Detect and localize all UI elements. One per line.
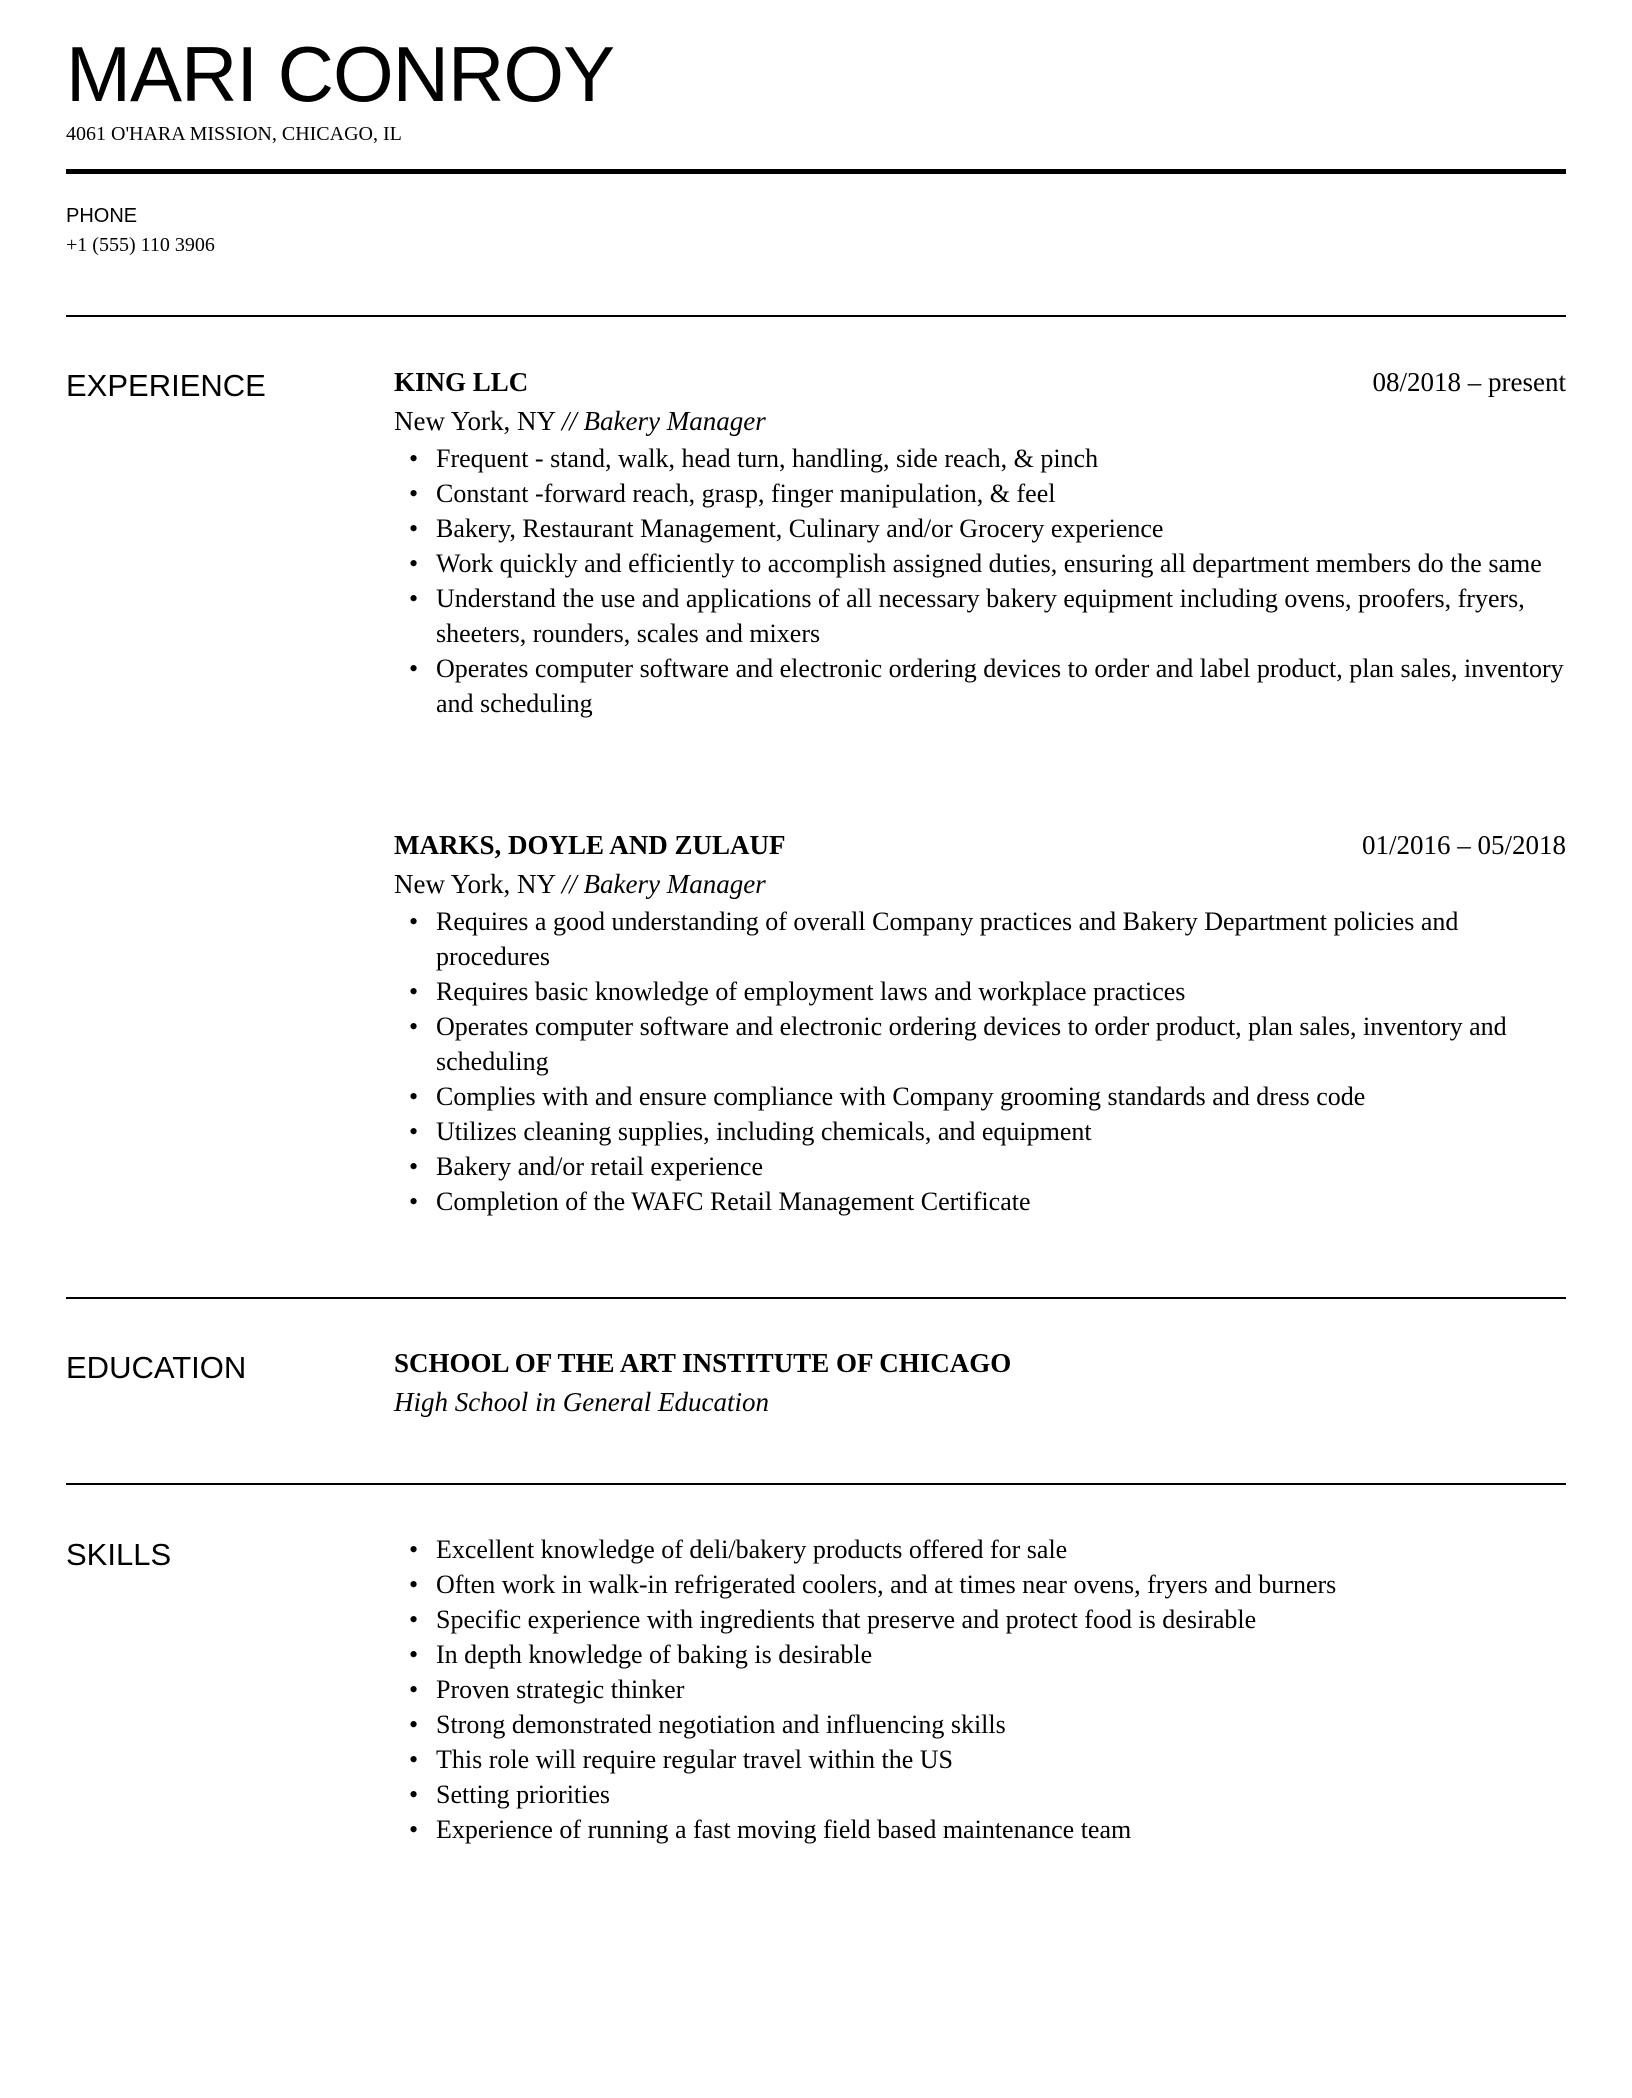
job-entry — [394, 363, 1566, 721]
job-location: New York, NY — [394, 406, 556, 436]
experience-section — [394, 363, 1566, 721]
job-separator: // — [561, 869, 577, 899]
list-item: • Often work in walk-in refrigerated coolers, and at times near ovens, fryers and burners — [436, 1567, 1566, 1602]
job-bullets — [394, 441, 1566, 721]
job-separator: // — [561, 406, 577, 436]
list-item: • Constant -forward reach, grasp, finger manipulation, & feel — [436, 476, 1566, 511]
experience-section-2 — [394, 826, 1566, 1219]
list-item: • Work quickly and efficiently to accomplish assigned duties, ensuring all department members do the same — [436, 546, 1566, 581]
list-item: • Experience of running a fast moving field based maintenance team — [436, 1812, 1566, 1847]
education-heading: EDUCATION — [66, 1350, 247, 1385]
skills-list — [394, 1532, 1566, 1847]
list-item: • Frequent - stand, walk, head turn, handling, side reach, & pinch — [436, 441, 1566, 476]
list-item: • Bakery, Restaurant Management, Culinary and/or Grocery experience — [436, 511, 1566, 546]
job-company: KING LLC — [394, 367, 529, 397]
list-item: • Understand the use and applications of all necessary bakery equipment including ovens, proofers, fryers, sheeters, rounders, scales and mixers — [436, 581, 1566, 651]
job-entry — [394, 826, 1566, 1219]
education-school: SCHOOL OF THE ART INSTITUTE OF CHICAGO — [394, 1348, 1012, 1378]
list-item: • Completion of the WAFC Retail Management Certificate — [436, 1184, 1566, 1219]
list-item: • Setting priorities — [436, 1777, 1566, 1812]
phone-number: +1 (555) 110 3906 — [66, 234, 215, 256]
list-item: • Excellent knowledge of deli/bakery products offered for sale — [436, 1532, 1566, 1567]
skills-heading: SKILLS — [66, 1537, 172, 1572]
job-bullets — [394, 904, 1566, 1219]
experience-divider — [66, 1297, 1566, 1299]
job-role: Bakery Manager — [583, 869, 766, 899]
list-item: • Strong demonstrated negotiation and influencing skills — [436, 1707, 1566, 1742]
list-item: • Utilizes cleaning supplies, including chemicals, and equipment — [436, 1114, 1566, 1149]
job-dates: 08/2018 – present — [1372, 367, 1566, 397]
skills-section — [394, 1532, 1566, 1847]
job-location: New York, NY — [394, 869, 556, 899]
list-item: • This role will require regular travel within the US — [436, 1742, 1566, 1777]
candidate-address: 4061 O'HARA MISSION, CHICAGO, IL — [66, 123, 402, 145]
phone-label: PHONE — [66, 205, 138, 227]
list-item: • In depth knowledge of baking is desirable — [436, 1637, 1566, 1672]
header-divider — [66, 169, 1566, 174]
candidate-name: MARI CONROY — [66, 30, 615, 118]
experience-heading: EXPERIENCE — [66, 368, 266, 403]
job-company: MARKS, DOYLE AND ZULAUF — [394, 830, 786, 860]
list-item: • Proven strategic thinker — [436, 1672, 1566, 1707]
list-item: • Operates computer software and electronic ordering devices to order product, plan sales, inventory and scheduling — [436, 1009, 1566, 1079]
contact-divider — [66, 315, 1566, 317]
education-section — [394, 1344, 1566, 1422]
list-item: • Complies with and ensure compliance with Company grooming standards and dress code — [436, 1079, 1566, 1114]
education-divider — [66, 1483, 1566, 1485]
list-item: • Specific experience with ingredients that preserve and protect food is desirable — [436, 1602, 1566, 1637]
list-item: • Requires a good understanding of overall Company practices and Bakery Department policies and procedures — [436, 904, 1566, 974]
list-item: • Requires basic knowledge of employment laws and workplace practices — [436, 974, 1566, 1009]
list-item: • Operates computer software and electronic ordering devices to order and label product, plan sales, inventory and scheduling — [436, 651, 1566, 721]
list-item: • Bakery and/or retail experience — [436, 1149, 1566, 1184]
job-dates: 01/2016 – 05/2018 — [1361, 830, 1566, 860]
job-role: Bakery Manager — [583, 406, 766, 436]
education-degree: High School in General Education — [394, 1387, 769, 1417]
